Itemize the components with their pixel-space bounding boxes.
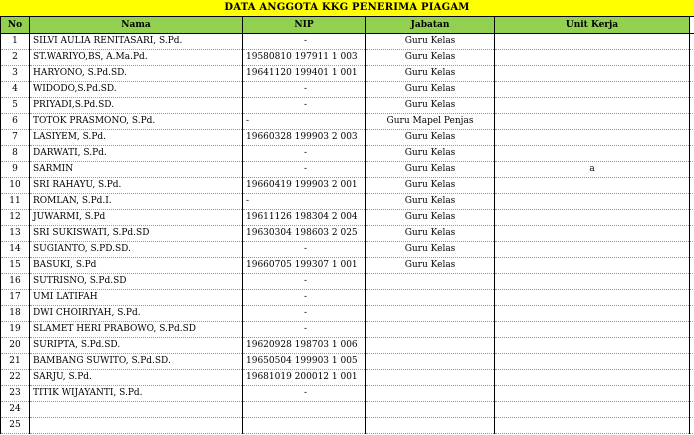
cell-unit-kerja[interactable] (495, 338, 690, 354)
cell-extra[interactable] (690, 146, 694, 162)
cell-nip[interactable]: 19580810 197911 1 003 (243, 50, 366, 66)
cell-nip[interactable]: 19660419 199903 2 001 (243, 178, 366, 194)
cell-extra[interactable] (690, 322, 694, 338)
table-row (1, 354, 694, 370)
cell-no[interactable]: 18 (1, 306, 30, 322)
table-row (1, 50, 694, 66)
cell-unit-kerja[interactable] (495, 258, 690, 274)
cell-unit-kerja[interactable] (495, 130, 690, 146)
header-nama: Nama (30, 17, 243, 34)
cell-nama[interactable]: PRIYADI,S.Pd.SD. (30, 98, 243, 114)
cell-extra[interactable] (690, 274, 694, 290)
cell-unit-kerja[interactable] (495, 290, 690, 306)
cell-nip[interactable]: - (243, 34, 366, 50)
cell-no[interactable]: 7 (1, 130, 30, 146)
cell-nip[interactable]: 19620928 198703 1 006 (243, 338, 366, 354)
table-row (1, 306, 694, 322)
cell-no[interactable]: 2 (1, 50, 30, 66)
cell-no[interactable]: 11 (1, 194, 30, 210)
cell-jabatan[interactable]: Guru Kelas (366, 34, 495, 50)
cell-no[interactable]: 23 (1, 386, 30, 402)
table-row (1, 402, 694, 418)
cell-nip[interactable]: - (243, 242, 366, 258)
cell-extra[interactable] (690, 242, 694, 258)
cell-nama[interactable]: SRI RAHAYU, S.Pd. (30, 178, 243, 194)
cell-nip[interactable]: - (243, 290, 366, 306)
header-extra (690, 17, 694, 34)
cell-nip[interactable]: - (243, 322, 366, 338)
cell-nama[interactable]: SARJU, S.Pd. (30, 370, 243, 386)
cell-nip[interactable]: - (243, 306, 366, 322)
cell-no[interactable]: 21 (1, 354, 30, 370)
cell-extra[interactable] (690, 130, 694, 146)
cell-nama[interactable]: TITIK WIJAYANTI, S.Pd. (30, 386, 243, 402)
cell-nama[interactable]: SUTRISNO, S.Pd.SD (30, 274, 243, 290)
table-row (1, 418, 694, 434)
cell-unit-kerja[interactable] (495, 82, 690, 98)
cell-no[interactable]: 5 (1, 98, 30, 114)
cell-nip[interactable]: - (243, 98, 366, 114)
table-row (1, 322, 694, 338)
cell-jabatan[interactable]: Guru Kelas (366, 98, 495, 114)
cell-jabatan[interactable] (366, 354, 495, 370)
cell-unit-kerja[interactable] (495, 386, 690, 402)
cell-extra[interactable] (690, 98, 694, 114)
cell-extra[interactable] (690, 210, 694, 226)
cell-jabatan[interactable] (366, 402, 495, 418)
cell-nama[interactable]: DARWATI, S.Pd. (30, 146, 243, 162)
cell-unit-kerja[interactable] (495, 194, 690, 210)
cell-extra[interactable] (690, 290, 694, 306)
header-unit-kerja: Unit Kerja (495, 17, 690, 34)
cell-jabatan[interactable]: Guru Kelas (366, 194, 495, 210)
cell-extra[interactable] (690, 66, 694, 82)
cell-nip[interactable] (243, 418, 366, 434)
table-row (1, 386, 694, 402)
cell-nama[interactable]: SLAMET HERI PRABOWO, S.Pd.SD (30, 322, 243, 338)
cell-extra[interactable] (690, 226, 694, 242)
cell-no[interactable]: 15 (1, 258, 30, 274)
cell-nama[interactable]: TOTOK PRASMONO, S.Pd. (30, 114, 243, 130)
cell-unit-kerja[interactable] (495, 418, 690, 434)
cell-no[interactable]: 8 (1, 146, 30, 162)
member-table (0, 16, 694, 434)
table-row (1, 146, 694, 162)
cell-nama[interactable]: ST.WARIYO,BS, A.Ma.Pd. (30, 50, 243, 66)
cell-jabatan[interactable]: Guru Kelas (366, 50, 495, 66)
cell-nama[interactable]: WIDODO,S.Pd.SD. (30, 82, 243, 98)
cell-jabatan[interactable]: Guru Kelas (366, 130, 495, 146)
cell-jabatan[interactable]: Guru Kelas (366, 146, 495, 162)
cell-nama[interactable]: DWI CHOIRIYAH, S.Pd. (30, 306, 243, 322)
cell-jabatan[interactable] (366, 322, 495, 338)
cell-jabatan[interactable]: Guru Kelas (366, 242, 495, 258)
cell-nip[interactable]: 19660705 199307 1 001 (243, 258, 366, 274)
table-row (1, 162, 694, 178)
cell-jabatan[interactable] (366, 290, 495, 306)
cell-unit-kerja[interactable] (495, 210, 690, 226)
cell-unit-kerja[interactable] (495, 242, 690, 258)
table-row (1, 226, 694, 242)
cell-unit-kerja[interactable] (495, 114, 690, 130)
cell-nip[interactable]: - (243, 162, 366, 178)
table-row (1, 290, 694, 306)
table-row (1, 370, 694, 386)
cell-nip[interactable]: - (243, 146, 366, 162)
cell-extra[interactable] (690, 386, 694, 402)
cell-no[interactable]: 4 (1, 82, 30, 98)
cell-jabatan[interactable]: Guru Mapel Penjas (366, 114, 495, 130)
cell-nama[interactable] (30, 402, 243, 418)
cell-jabatan[interactable]: Guru Kelas (366, 226, 495, 242)
cell-no[interactable]: 19 (1, 322, 30, 338)
cell-nama[interactable]: SARMIN (30, 162, 243, 178)
sheet-title: DATA ANGGOTA KKG PENERIMA PIAGAM (0, 0, 694, 16)
cell-nip[interactable]: - (243, 274, 366, 290)
cell-extra[interactable] (690, 162, 694, 178)
cell-jabatan[interactable]: Guru Kelas (366, 178, 495, 194)
cell-nama[interactable]: BASUKI, S.Pd (30, 258, 243, 274)
cell-nama[interactable]: BAMBANG SUWITO, S.Pd.SD. (30, 354, 243, 370)
cell-no[interactable]: 9 (1, 162, 30, 178)
cell-nama[interactable]: SUGIANTO, S.PD.SD. (30, 242, 243, 258)
cell-extra[interactable] (690, 34, 694, 50)
table-row (1, 258, 694, 274)
cell-nip[interactable]: 19611126 198304 2 004 (243, 210, 366, 226)
cell-extra[interactable] (690, 258, 694, 274)
cell-jabatan[interactable]: Guru Kelas (366, 210, 495, 226)
cell-jabatan[interactable] (366, 274, 495, 290)
cell-extra[interactable] (690, 338, 694, 354)
cell-nip[interactable]: - (243, 194, 366, 210)
table-row (1, 194, 694, 210)
cell-unit-kerja[interactable] (495, 306, 690, 322)
cell-extra[interactable] (690, 178, 694, 194)
cell-nama[interactable]: SRI SUKISWATI, S.Pd.SD (30, 226, 243, 242)
cell-jabatan[interactable]: Guru Kelas (366, 82, 495, 98)
cell-unit-kerja[interactable] (495, 178, 690, 194)
cell-nama[interactable]: HARYONO, S.Pd.SD. (30, 66, 243, 82)
cell-extra[interactable] (690, 370, 694, 386)
cell-extra[interactable] (690, 402, 694, 418)
cell-unit-kerja[interactable] (495, 402, 690, 418)
table-row (1, 210, 694, 226)
table-row (1, 114, 694, 130)
cell-jabatan[interactable]: Guru Kelas (366, 66, 495, 82)
cell-unit-kerja[interactable] (495, 98, 690, 114)
table-row (1, 242, 694, 258)
cell-unit-kerja[interactable] (495, 66, 690, 82)
table-row (1, 98, 694, 114)
cell-nama[interactable] (30, 418, 243, 434)
cell-nip[interactable]: 19650504 199903 1 005 (243, 354, 366, 370)
cell-no[interactable]: 20 (1, 338, 30, 354)
header-nip: NIP (243, 17, 366, 34)
cell-jabatan[interactable] (366, 418, 495, 434)
cell-nip[interactable] (243, 402, 366, 418)
table-row (1, 338, 694, 354)
cell-extra[interactable] (690, 194, 694, 210)
cell-nama[interactable]: UMI LATIFAH (30, 290, 243, 306)
cell-no[interactable]: 13 (1, 226, 30, 242)
table-row (1, 66, 694, 82)
cell-nip[interactable]: 19660328 199903 2 003 (243, 130, 366, 146)
cell-nama[interactable]: SILVI AULIA RENITASARI, S.Pd. (30, 34, 243, 50)
cell-extra[interactable] (690, 50, 694, 66)
cell-unit-kerja[interactable] (495, 370, 690, 386)
cell-extra[interactable] (690, 114, 694, 130)
cell-nip[interactable]: 19641120 199401 1 001 (243, 66, 366, 82)
cell-no[interactable]: 16 (1, 274, 30, 290)
cell-jabatan[interactable] (366, 306, 495, 322)
table-row (1, 82, 694, 98)
table-row (1, 130, 694, 146)
cell-nama[interactable]: ROMLAN, S.Pd.I. (30, 194, 243, 210)
cell-nama[interactable]: JUWARMI, S.Pd (30, 210, 243, 226)
cell-nama[interactable]: LASIYEM, S.Pd. (30, 130, 243, 146)
cell-jabatan[interactable]: Guru Kelas (366, 258, 495, 274)
cell-jabatan[interactable] (366, 338, 495, 354)
cell-unit-kerja[interactable] (495, 34, 690, 50)
cell-no[interactable]: 3 (1, 66, 30, 82)
header-no: No (1, 17, 30, 34)
cell-unit-kerja[interactable] (495, 50, 690, 66)
cell-extra[interactable] (690, 354, 694, 370)
cell-extra[interactable] (690, 418, 694, 434)
cell-unit-kerja[interactable] (495, 322, 690, 338)
cell-jabatan[interactable] (366, 370, 495, 386)
header-jabatan: Jabatan (366, 17, 495, 34)
cell-no[interactable]: 12 (1, 210, 30, 226)
cell-extra[interactable] (690, 82, 694, 98)
cell-no[interactable]: 17 (1, 290, 30, 306)
cell-extra[interactable] (690, 306, 694, 322)
cell-unit-kerja[interactable] (495, 354, 690, 370)
table-row (1, 178, 694, 194)
cell-nip[interactable]: - (243, 114, 366, 130)
cell-jabatan[interactable]: Guru Kelas (366, 162, 495, 178)
cell-no[interactable]: 14 (1, 242, 30, 258)
cell-nip[interactable]: - (243, 82, 366, 98)
cell-no[interactable]: 1 (1, 34, 30, 50)
cell-nama[interactable]: SURIPTA, S.Pd.SD. (30, 338, 243, 354)
cell-nip[interactable]: 19681019 200012 1 001 (243, 370, 366, 386)
cell-no[interactable]: 22 (1, 370, 30, 386)
cell-unit-kerja[interactable] (495, 274, 690, 290)
table-row (1, 274, 694, 290)
cell-unit-kerja[interactable]: a (495, 162, 690, 178)
cell-jabatan[interactable] (366, 386, 495, 402)
cell-unit-kerja[interactable] (495, 146, 690, 162)
cell-no[interactable]: 24 (1, 402, 30, 418)
cell-no[interactable]: 25 (1, 418, 30, 434)
cell-no[interactable]: 10 (1, 178, 30, 194)
table-row (1, 34, 694, 50)
cell-nip[interactable]: - (243, 386, 366, 402)
header-row (1, 17, 694, 34)
cell-unit-kerja[interactable] (495, 226, 690, 242)
cell-no[interactable]: 6 (1, 114, 30, 130)
cell-nip[interactable]: 19630304 198603 2 025 (243, 226, 366, 242)
